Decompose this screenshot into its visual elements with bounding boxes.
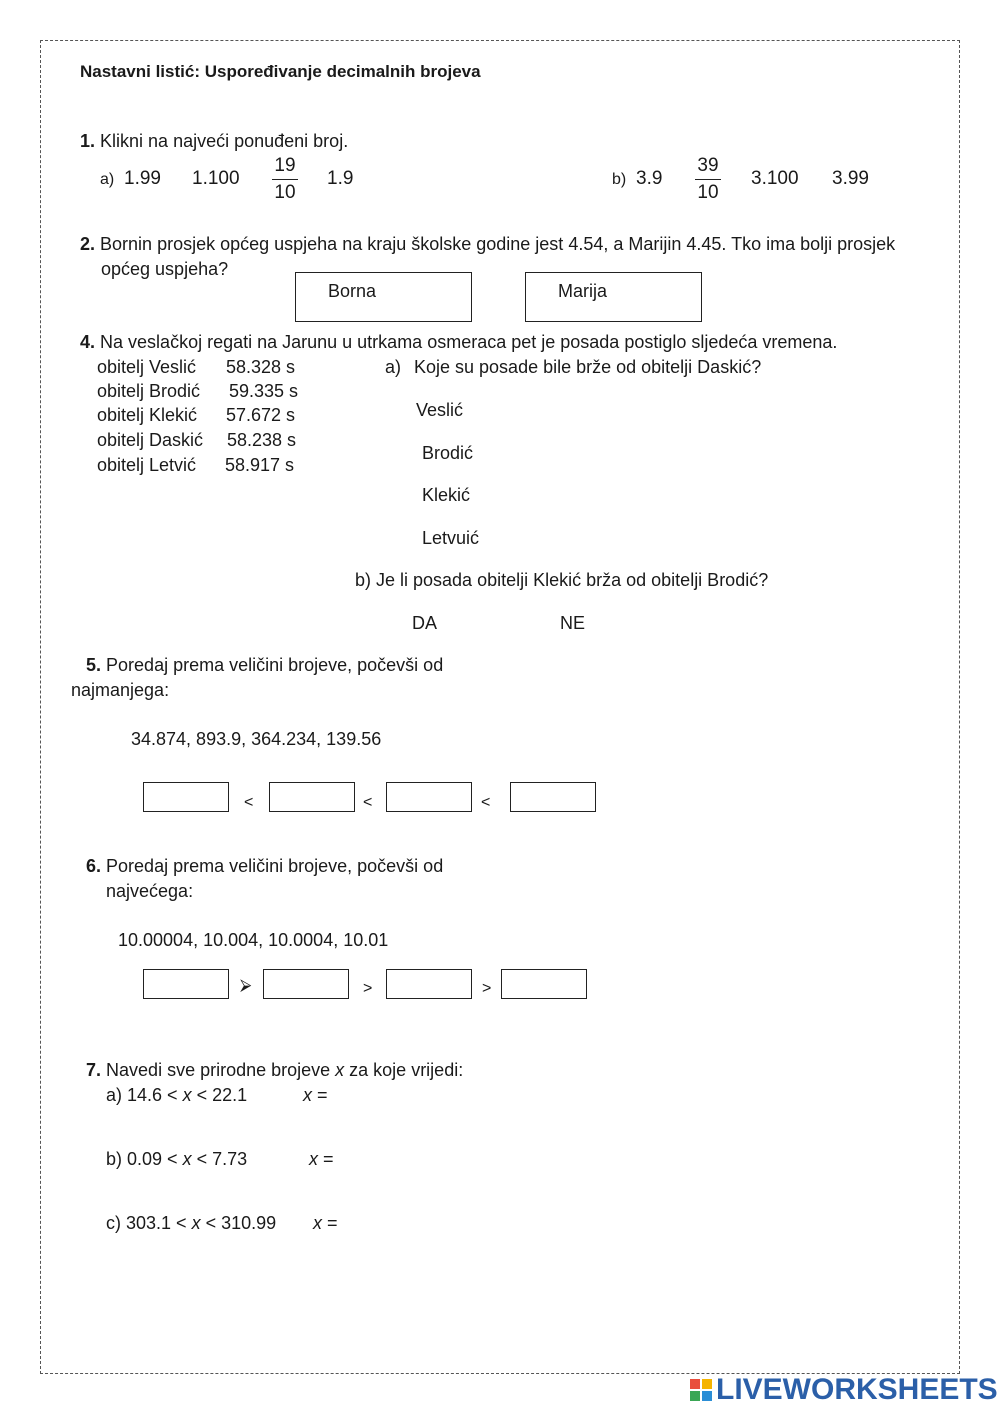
q4-row-time: 57.672 s xyxy=(226,405,296,425)
q1-number: 1. xyxy=(80,131,96,151)
q7b-left: b) 0.09 < xyxy=(106,1149,183,1169)
q2-choice-marija[interactable] xyxy=(525,272,702,322)
q4-row-name: obitelj Klekić xyxy=(97,405,198,425)
worksheet-title: Nastavni listić: Uspoređivanje decimalnih brojeva xyxy=(80,62,481,81)
q6-greater-than: > xyxy=(482,980,492,997)
q7b-answer-eq: = xyxy=(318,1149,334,1169)
q7-text: Navedi sve prirodne brojeve xyxy=(106,1060,336,1080)
q7c-answer-eq: = xyxy=(322,1213,338,1233)
q1a-option-fraction[interactable] xyxy=(270,153,300,206)
logo-square xyxy=(690,1379,700,1389)
q7c-inequality xyxy=(106,1213,276,1235)
q1a-option-2[interactable]: 1.100 xyxy=(192,168,240,189)
q4a-option-letvuic[interactable]: Letvuić xyxy=(422,528,480,548)
q4-number: 4. xyxy=(80,332,96,352)
q4-row-name: obitelj Letvić xyxy=(97,455,197,475)
liveworksheets-logo xyxy=(690,1374,998,1406)
q7c-right: < 310.99 xyxy=(200,1213,277,1233)
q7c-answer-var: x xyxy=(313,1213,322,1233)
q4b-option-ne[interactable]: NE xyxy=(560,613,586,633)
q1b-label: b) xyxy=(612,171,627,188)
q5-text-line1: Poredaj prema veličini brojeve, počevši od xyxy=(106,655,444,675)
q4a-option-klekic[interactable]: Klekić xyxy=(422,485,471,505)
logo-square xyxy=(702,1391,712,1401)
q2-prompt xyxy=(80,234,895,256)
liveworksheets-logo-icon xyxy=(690,1379,712,1401)
q5-less-than: < xyxy=(481,794,491,811)
q7b-answer-var: x xyxy=(309,1149,318,1169)
q5-answer-box-2[interactable] xyxy=(269,782,355,812)
q2-choice-marija-label: Marija xyxy=(558,281,608,301)
q6-answer-box-2[interactable] xyxy=(263,969,349,999)
q2-number: 2. xyxy=(80,234,96,254)
q2-choice-borna[interactable] xyxy=(295,272,472,322)
q4a-option-brodic[interactable]: Brodić xyxy=(422,443,474,463)
q1-prompt xyxy=(80,131,348,153)
q1b-option-3[interactable]: 3.100 xyxy=(751,168,799,189)
q7-prompt xyxy=(86,1060,463,1082)
q4a-option-veslic[interactable]: Veslić xyxy=(416,400,464,420)
q4b-option-da[interactable]: DA xyxy=(412,613,438,633)
q7b-answer[interactable] xyxy=(309,1149,334,1171)
q7a-right: < 22.1 xyxy=(191,1085,248,1105)
q1a-fraction-numerator: 19 xyxy=(274,155,296,176)
q4-row-time: 58.238 s xyxy=(227,430,297,450)
q6-text-line1: Poredaj prema veličini brojeve, počevši od xyxy=(106,856,444,876)
q5-answer-box-1[interactable] xyxy=(143,782,229,812)
q1a-option-1[interactable]: 1.99 xyxy=(124,168,161,189)
q1a-option-4[interactable]: 1.9 xyxy=(327,168,354,189)
q4a-text: Koje su posade bile brže od obitelji Daskić? xyxy=(414,357,762,377)
q4-row-name: obitelj Daskić xyxy=(97,430,204,450)
liveworksheets-logo-text: LIVEWORKSHEETS xyxy=(716,1373,998,1406)
q5-less-than: < xyxy=(244,794,254,811)
q4-row-time: 59.335 s xyxy=(229,381,299,401)
q6-answer-box-4[interactable] xyxy=(501,969,587,999)
q7c-variable: x xyxy=(191,1213,201,1233)
q7-text-end: za koje vrijedi: xyxy=(344,1060,464,1080)
q1-text: Klikni na najveći ponuđeni broj. xyxy=(100,131,349,151)
q6-prompt xyxy=(86,856,443,878)
q2-choice-borna-label: Borna xyxy=(328,281,377,301)
q2-text-line2: općeg uspjeha? xyxy=(101,259,229,279)
q7a-answer[interactable] xyxy=(303,1085,328,1107)
q1b-option-fraction[interactable] xyxy=(693,153,723,206)
q4-row-time: 58.917 s xyxy=(225,455,295,475)
q1b-fraction-denominator: 10 xyxy=(697,182,719,203)
q5-numbers: 34.874, 893.9, 364.234, 139.56 xyxy=(131,729,382,749)
q5-text-line2: najmanjega: xyxy=(71,680,170,700)
q1b-option-1[interactable]: 3.9 xyxy=(636,168,663,189)
logo-square xyxy=(690,1391,700,1401)
q5-number: 5. xyxy=(86,655,102,675)
q7b-inequality xyxy=(106,1149,247,1171)
q5-answer-box-4[interactable] xyxy=(510,782,596,812)
q7b-right: < 7.73 xyxy=(191,1149,248,1169)
q4-prompt xyxy=(80,332,837,354)
q5-less-than: < xyxy=(363,794,373,811)
q6-text-line2: najvećega: xyxy=(106,881,194,901)
q6-numbers: 10.00004, 10.004, 10.0004, 10.01 xyxy=(118,930,389,950)
q6-answer-box-1[interactable] xyxy=(143,969,229,999)
q4b-text: b) Je li posada obitelji Klekić brža od obitelji Brodić? xyxy=(355,570,769,590)
q4-row-time: 58.328 s xyxy=(226,357,296,377)
logo-square xyxy=(702,1379,712,1389)
q2-text-line1: Bornin prosjek općeg uspjeha na kraju školske godine jest 4.54, a Marijin 4.45. Tko ima bolji prosjek xyxy=(100,234,896,254)
q7a-answer-eq: = xyxy=(312,1085,328,1105)
q6-greater-than: > xyxy=(363,980,373,997)
q5-answer-box-3[interactable] xyxy=(386,782,472,812)
q7a-variable: x xyxy=(182,1085,192,1105)
q7c-answer[interactable] xyxy=(313,1213,338,1235)
q4-row-name: obitelj Veslić xyxy=(97,357,197,377)
q7a-inequality xyxy=(106,1085,247,1107)
q1b-fraction-numerator: 39 xyxy=(697,155,719,176)
q1a-label: a) xyxy=(100,171,115,188)
q5-prompt xyxy=(86,655,443,677)
q7a-answer-var: x xyxy=(303,1085,312,1105)
q6-answer-box-3[interactable] xyxy=(386,969,472,999)
q6-arrow-greater-than: ⮚ xyxy=(240,977,252,994)
q7a-left: a) 14.6 < xyxy=(106,1085,183,1105)
q4-text: Na veslačkoj regati na Jarunu u utrkama osmeraca pet je posada postiglo sljedeća vremena. xyxy=(100,332,838,352)
q7-number: 7. xyxy=(86,1060,102,1080)
q4-row-name: obitelj Brodić xyxy=(97,381,201,401)
q1a-fraction-denominator: 10 xyxy=(274,182,296,203)
q7b-variable: x xyxy=(182,1149,192,1169)
q7-variable: x xyxy=(335,1060,345,1080)
q1b-option-4[interactable]: 3.99 xyxy=(832,168,869,189)
q6-number: 6. xyxy=(86,856,102,876)
q7c-left: c) 303.1 < xyxy=(106,1213,192,1233)
q4a-label: a) xyxy=(385,357,402,377)
